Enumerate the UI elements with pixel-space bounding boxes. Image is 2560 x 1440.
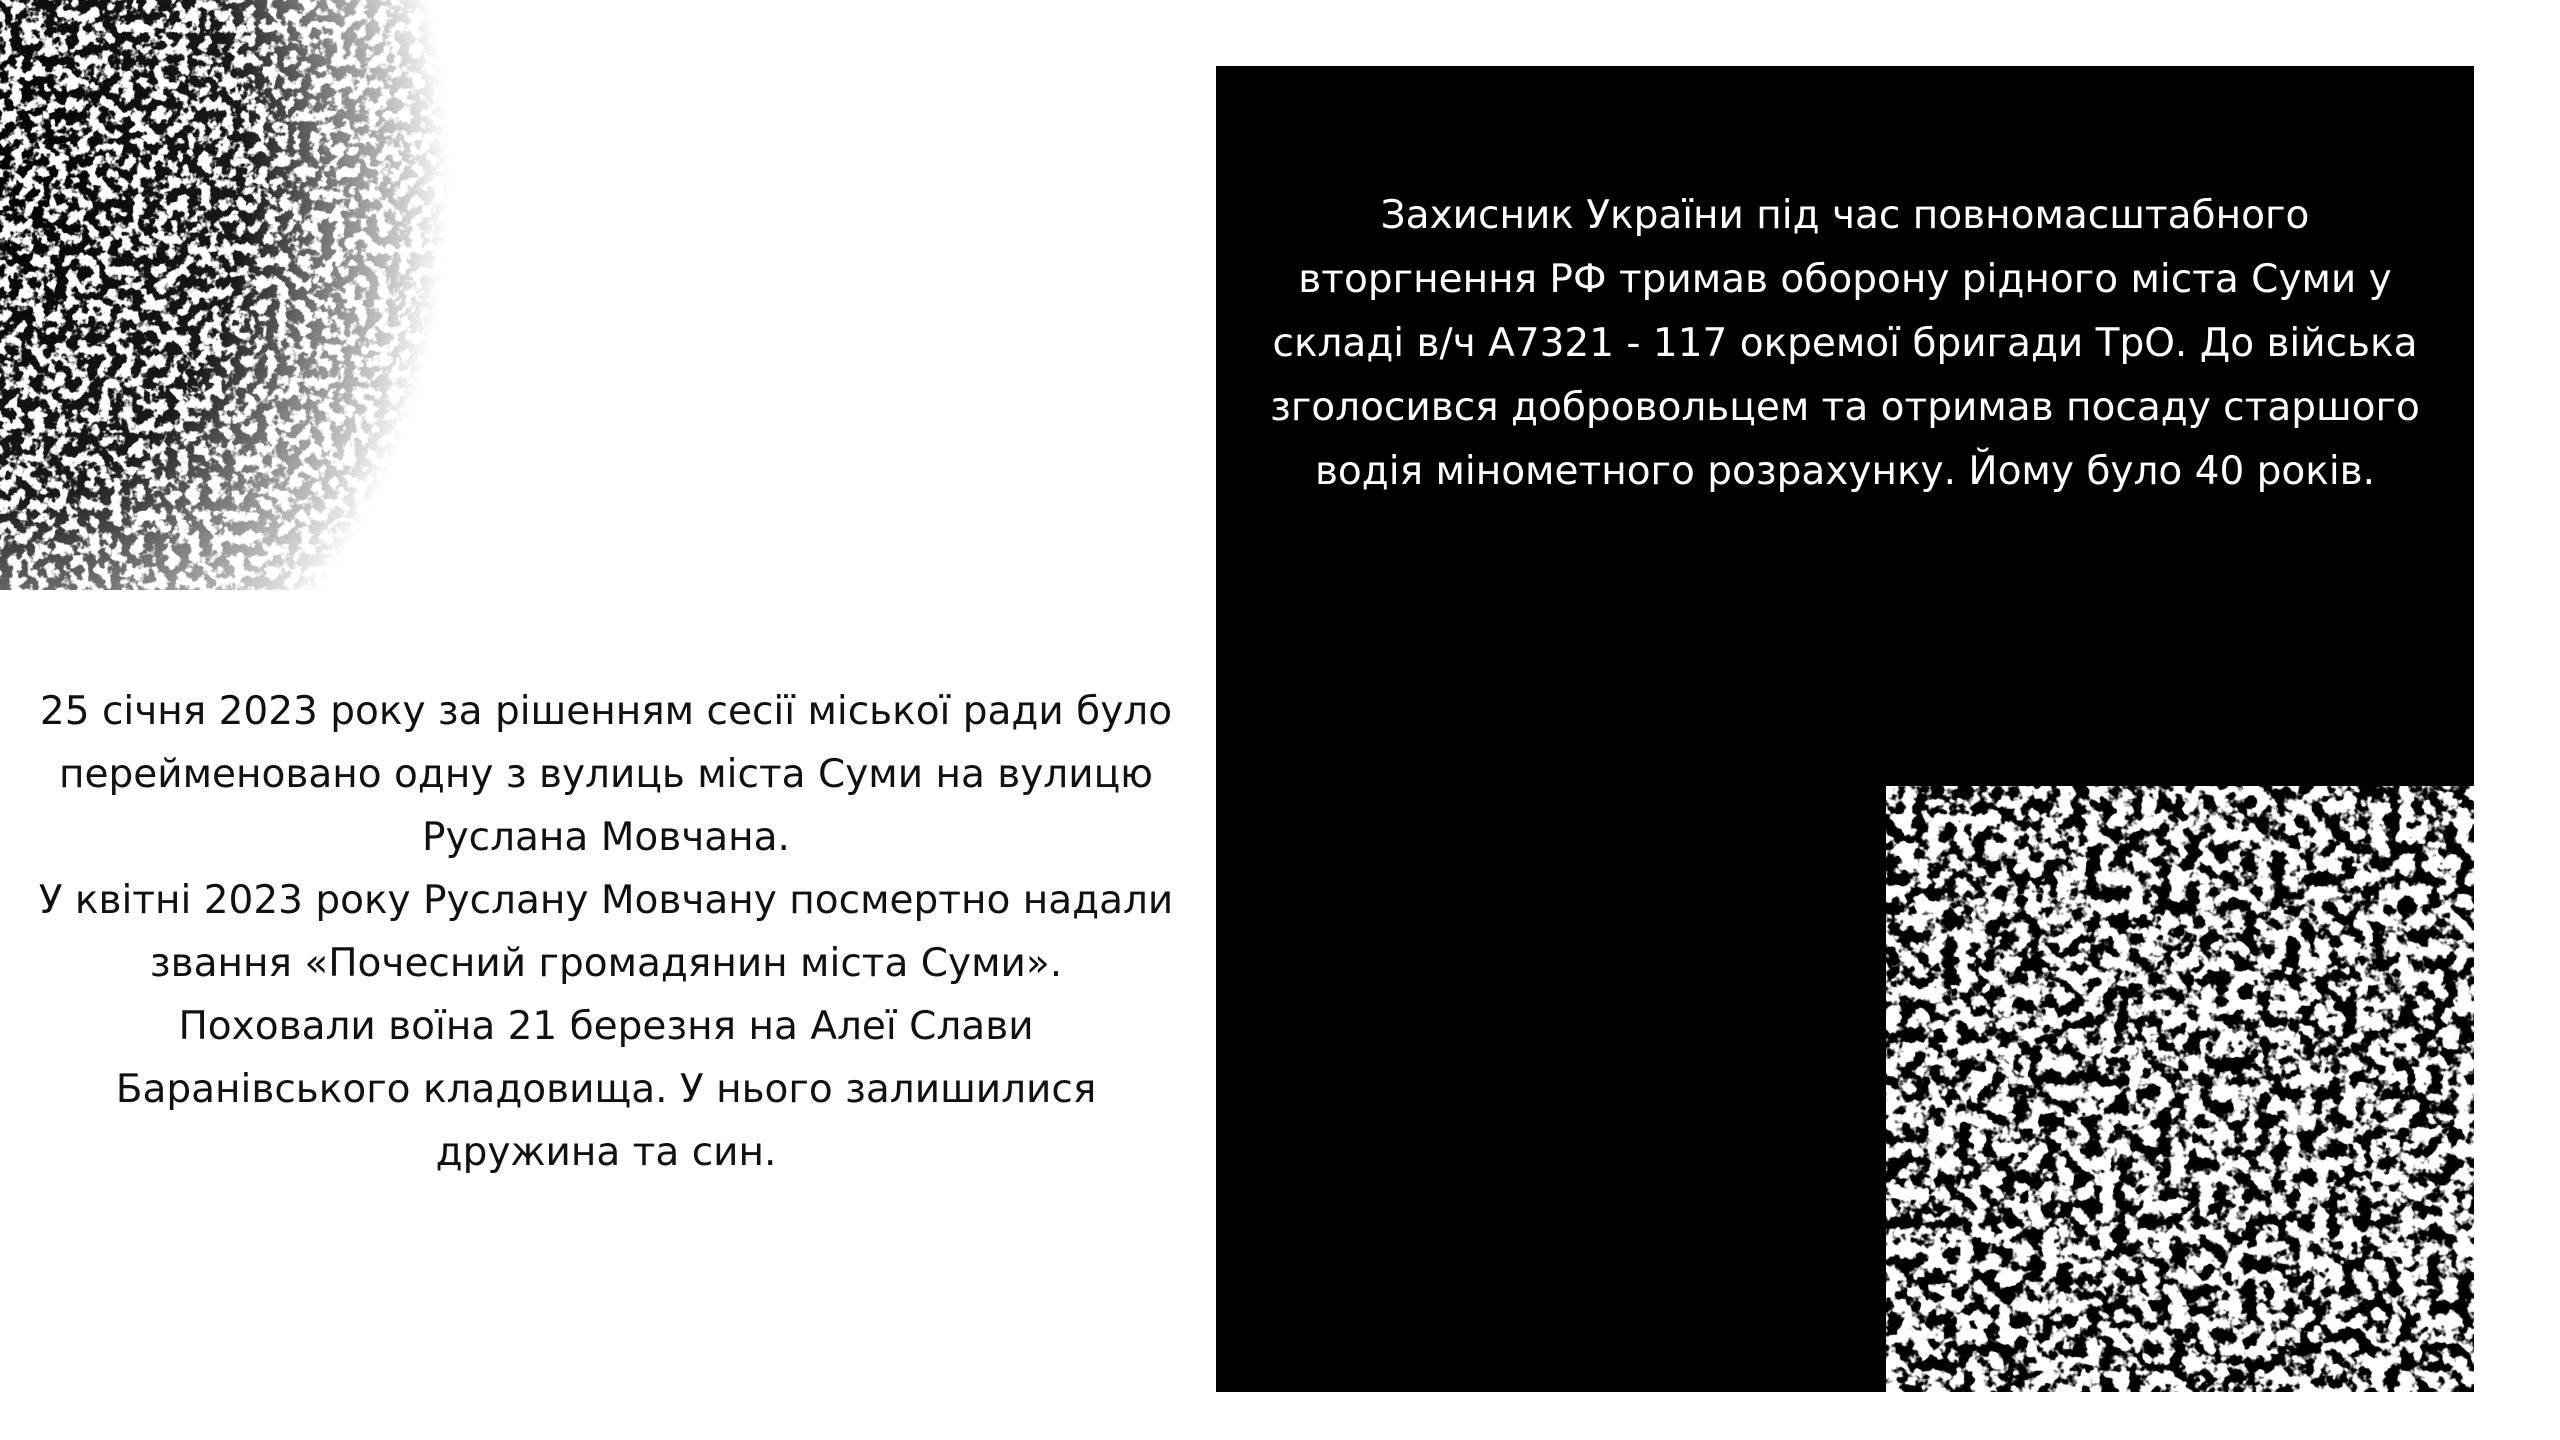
left-text-block (30, 680, 1182, 1184)
grunge-texture-bottom-right (1886, 786, 2474, 1392)
panel-text: Захисник України під час повномасштабного вторгнення РФ тримав оборону рідного міста Суми у складі в/ч А7321 - 117 окремої бригади ТрО. До війська зголосився добровольцем та отримав посаду старшого водія мінометного розрахунку. Йому було 40 років. (1270, 193, 2420, 494)
paragraph-street-rename: 25 січня 2023 року за рішенням сесії міської ради було перейменовано одну з вулиць міста Суми на вулицю Руслана Мовчана. (39, 689, 1173, 860)
paragraph-burial: Поховали воїна 21 березня на Алеї Слави Баранівського кладовища. У нього залишилися дружина та син. (115, 1004, 1097, 1175)
info-panel (1216, 66, 2474, 1392)
grunge-texture-top-left (0, 0, 450, 590)
paragraph-honorary-citizen: У квітні 2023 року Руслану Мовчану посмертно надали звання «Почесний громадянин міста Суми». (38, 878, 1174, 986)
